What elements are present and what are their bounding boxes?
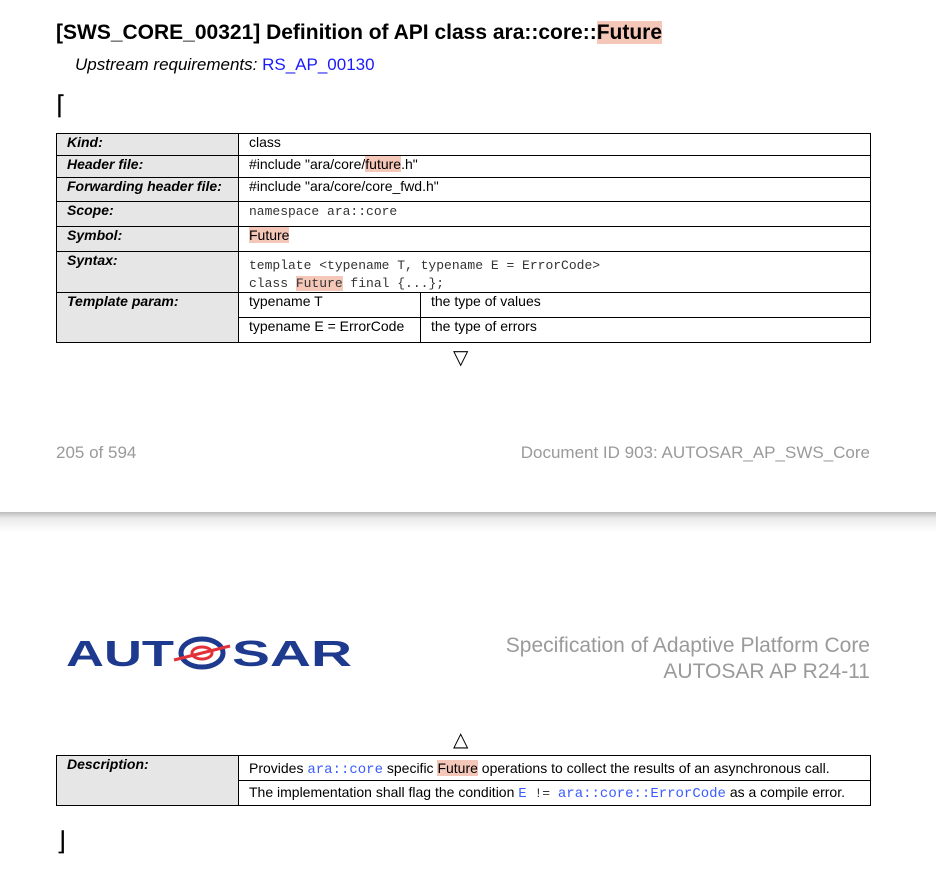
upstream-requirements <box>75 55 375 75</box>
forwarding-header-key: Forwarding header file: <box>57 178 239 202</box>
continued-down-marker: ▽ <box>453 347 469 369</box>
scope-key: Scope: <box>57 202 239 227</box>
syntax-highlight: Future <box>295 276 343 291</box>
forwarding-header-value: #include "ara/core/core_fwd.h" <box>239 178 871 202</box>
template-param-key: Template param: <box>57 293 239 343</box>
header-file-value: #include "ara/core/future.h" <box>239 156 871 178</box>
table-row <box>57 178 871 202</box>
description-key: Description: <box>57 756 239 806</box>
description-line-2: The implementation shall flag the condition E != ara::core::ErrorCode as a compile error. <box>239 781 871 806</box>
page-number: 205 of 594 <box>56 443 137 462</box>
symbol-value: Future <box>239 227 871 252</box>
logo-text-left: AUT <box>66 636 174 670</box>
template-param-2-name: typename E = ErrorCode <box>239 318 421 343</box>
table-row <box>57 156 871 178</box>
api-spec-table <box>56 133 871 343</box>
header-file-highlight: future <box>365 156 402 172</box>
autosar-logo <box>66 636 356 675</box>
table-row <box>57 756 871 781</box>
scope-value: namespace ara::core <box>239 202 871 227</box>
table-row <box>57 252 871 293</box>
template-param-2-desc: the type of errors <box>421 318 871 343</box>
table-row <box>57 134 871 156</box>
close-bracket: ⌋ <box>56 826 67 856</box>
description-highlight: Future <box>437 760 478 776</box>
logo-text-right: SAR <box>232 636 352 670</box>
api-spec-table-continued <box>56 755 871 806</box>
document-header <box>506 633 870 685</box>
description-line-1: Provides ara::core specific Future operations to collect the results of an asynchronous call. <box>239 756 871 781</box>
table-row <box>57 227 871 252</box>
requirement-title <box>56 21 662 45</box>
release-label: AUTOSAR AP R24-11 <box>663 660 870 683</box>
continued-up-marker: △ <box>453 729 469 751</box>
syntax-value: template <typename T, typename E = ErrorCode> class Future final {...}; <box>239 252 871 293</box>
kind-value: class <box>239 134 871 156</box>
template-param-1-name: typename T <box>239 293 421 318</box>
code-e: E <box>518 786 527 802</box>
requirement-title-highlight: Future <box>596 21 663 44</box>
syntax-key: Syntax: <box>57 252 239 293</box>
autosar-logo-graphic <box>66 636 356 670</box>
symbol-key: Symbol: <box>57 227 239 252</box>
code-error-code: ara::core::ErrorCode <box>557 786 726 802</box>
requirement-title-prefix: [SWS_CORE_00321] Definition of API class ara::core:: <box>56 21 597 44</box>
kind-key: Kind: <box>57 134 239 156</box>
open-bracket: ⌈ <box>56 90 67 120</box>
code-ara-core: ara::core <box>307 762 383 778</box>
upstream-label: Upstream requirements: <box>75 55 258 74</box>
header-file-key: Header file: <box>57 156 239 178</box>
table-row <box>57 202 871 227</box>
document-id: Document ID 903: AUTOSAR_AP_SWS_Core <box>520 443 870 462</box>
autosar-o-icon <box>174 639 230 667</box>
spec-title: Specification of Adaptive Platform Core <box>505 634 870 657</box>
table-row <box>57 293 871 318</box>
upstream-link[interactable]: RS_AP_00130 <box>262 55 375 74</box>
template-param-1-desc: the type of values <box>421 293 871 318</box>
page-separator <box>0 512 936 532</box>
